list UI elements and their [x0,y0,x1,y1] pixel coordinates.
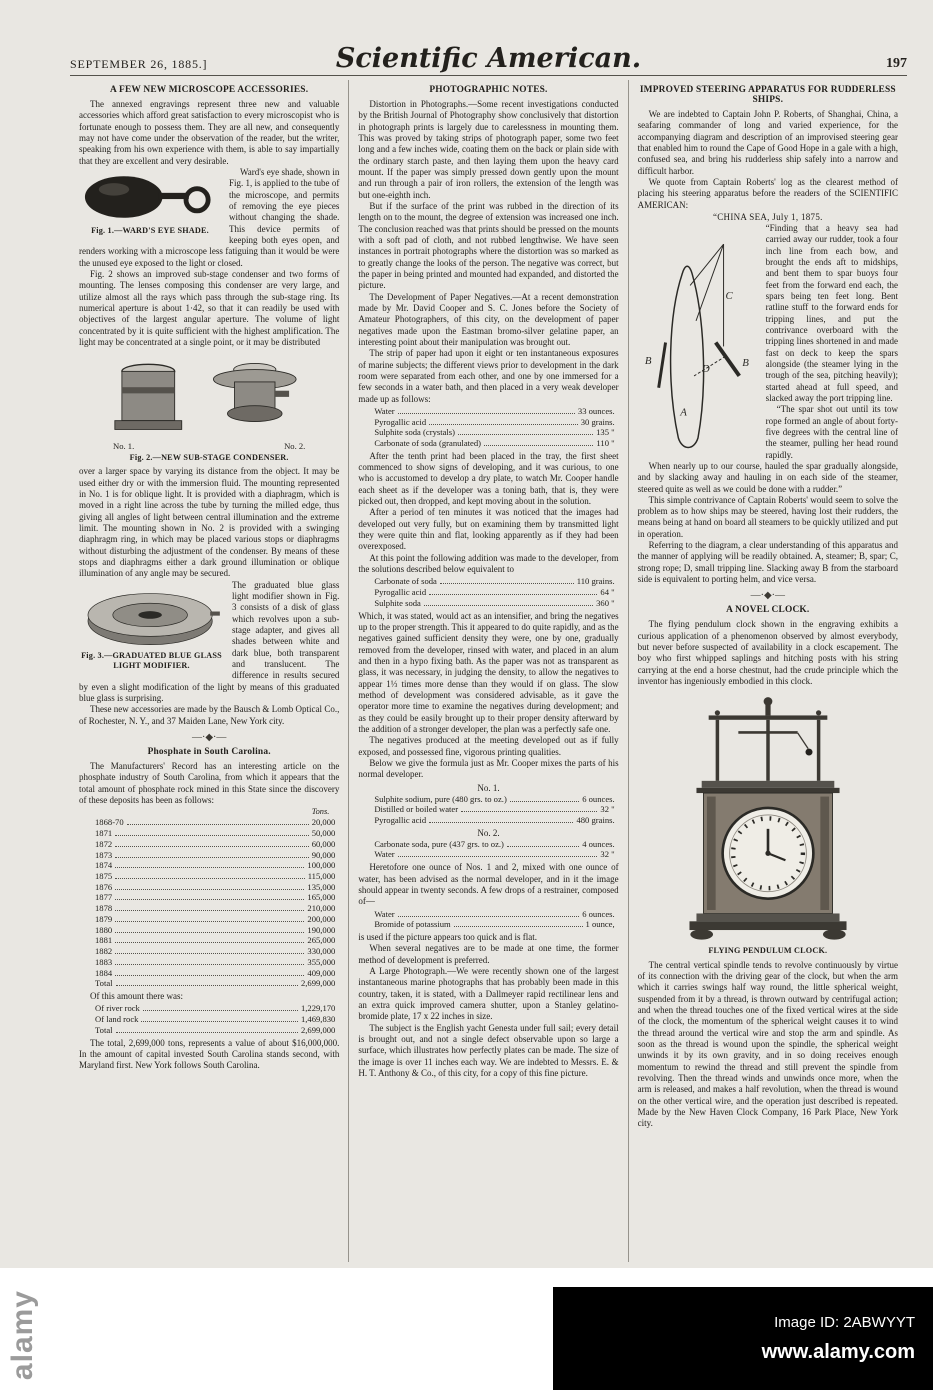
formula-no2-table [358,839,618,860]
paragraph: This simple contrivance of Captain Roberts' would seem to solve the problem as to how ships may be steered, having lost their rudders, the means being at hand on board all steamers to be quickly utilized and put in operation. [637,494,898,539]
ledger-row: 1871 50,000 [95,828,336,839]
article-title-phosphate: Phosphate in South Carolina. [147,747,271,758]
developer-formula-table [358,406,618,449]
ledger-row: Of land rock 1,469,830 [95,1014,336,1025]
formula-heading-no2: No. 2. [477,827,500,838]
restrainer-formula-table [358,909,618,930]
diagram-label-d: D [701,362,710,375]
diagram-label-a: A [679,406,687,419]
diagram-label-c: C [725,290,733,303]
paragraph: A Large Photograph.—We were recently shown one of the largest instantaneous marine photographs that has probably been made in this country, taken, it is stated, with a Dallmeyer rapid rectilinear lens and an extra quick improved camera shutter, upon a Stanley gelatino-bromide plate, 17 x 22 inches in size. [358,965,619,1022]
ledger-row: 1882 330,000 [95,946,336,957]
ledger-row: Water 6 ounces. [374,908,615,919]
column-2 [348,80,627,1262]
phosphate-breakdown-table [79,1003,339,1035]
paragraph: The flying pendulum clock shown in the engraving exhibits a curious application of a phenomenon observed by almost everybody, but never before suspected of availability in a clock escapement. The boy who first whipped saplings and hitching posts with his string carrying at the end a horse chestnut, had the crude principle which the inventor has ingeniously embodied in this clock. [637,619,898,687]
section-ornament: —·◆·— [750,590,785,602]
figure-caption: Fig. 1.—WARD'S EYE SHADE. [91,225,209,235]
article-title-photographic-notes: PHOTOGRAPHIC NOTES. [429,85,548,95]
ledger-row: Sulphite sodium, pure (480 grs. to oz.) 6 ounces. [374,793,615,804]
figure-ward-eye-shade [79,170,221,236]
ledger-row: 1877 165,000 [95,892,336,903]
paragraph: is used if the picture appears too quick and is flat. [358,931,538,942]
ledger-row: Carbonate soda, pure (437 grs. to oz.) 4 ounces. [374,838,615,849]
paragraph: The Manufacturers' Record has an interesting article on the phosphate industry of South Carolina, from which it appears that the total amount of phosphate rock mined in this State since the discovery of these deposits has been as follows: [79,761,340,805]
paragraph: After the tenth print had been placed in the tray, the first sheet commenced to show signs of developing, and it was curious, to one who is accustomed to develop a dry plate, to watch Mr. Cooper handle each sheet as if the developer was a toning bath, that is, they were picked out, then dropped, and kept moving about in the solution. [358,450,619,507]
clock-engraving-icon [672,691,864,944]
ledger-row: Pyrogallic acid 30 grains. [374,416,615,427]
image-id-text: Image ID: 2ABWYYT [774,1313,915,1331]
figure-item-labels [79,441,339,451]
ledger-row: Pyrogallic acid 64 " [374,587,615,598]
paragraph: The strip of paper had upon it eight or ten instantaneous exposures of marine subjects; the different views prior to development in the dark room were separated from each other, and one by one immersed for a few seconds in a water bath, and then placed in a very weak developer made up as follows: [358,348,619,404]
ledger-row: Sulphite soda (crystals) 135 " [374,427,615,438]
ledger-row: Water 32 " [374,849,615,860]
condenser-engraving-icon [103,352,315,440]
paragraph: When nearly up to our course, hauled the spar gradually alongside, and by slacking away and hauling in on each side of the steamer, steered quite as well as we could be done with a rudder.” [637,460,898,494]
column-layout [70,80,907,1262]
paragraph: The annexed engravings represent three new and valuable accessories which afford great satisfaction to every microscopist who is fortunate enough to possess them. They are all new, and consequently may not have come under the observation of the reader, but the writer, speaking from his own experience with them, is able to say impartially that they are excellent and very desirable. [79,99,340,166]
ledger-row: 1879 200,000 [95,913,336,924]
paragraph: When several negatives are to be made at one time, the former method of development is preferred. [358,943,619,965]
figure-substage-condenser [79,352,339,463]
column-3 [628,80,907,1262]
diagram-label-b: B [741,357,749,370]
paragraph: Which, it was stated, would act as an intensifier, and bring the negatives up to the proper strength. This it appeared to do quite rapidly, and as the negatives gained sufficient density they were, one by one, gradually removed from the developer, rinsed with water, and placed in an alum and then in a hypo fixing bath. As the paper was not as transparent as glass, it was necessary, in judging the density, to allow the negatives to appear 1⅓ times more dense than they would if on glass. The slow method of development was considered advisable, as it gave the operator more time to examine the negatives during development; and as they could be easily brought up to their proper density afterward by the addition of a stronger developer, the plan was a perfectly safe one. [358,610,619,734]
ledger-row: 1875 115,000 [95,871,336,881]
ledger-row: Bromide of potassium 1 ounce, [374,919,615,930]
paragraph: The subject is the English yacht Genesta under full sail; every detail is brought out, and not a single defect observable upon so large a surface, which illustrates how perfectly plates can be made. The size of the image is over 11 inches each way. We are indebted to Messrs. E. & H. T. Anthony & Co., of this city, for a copy of this fine picture. [358,1022,619,1078]
paragraph: over a larger space by varying its distance from the object. It may be used either dry or with the immersion fluid. The mounting represented in No. 1 is for oblique light. It is provided with a diaphragm, which is moved in a right line across the tube by turning the milled edge, thus giving all angles of light between central illumination and the extreme limit. The mounting shown in No. 2 is provided with a swinging diaphragm ring, in which may be placed various stops or diaphragms without disturbing the adjustment of the condenser. By means of these stops and diaphragms either a dark ground illumination or oblique illumination of any angle may be secured. [79,466,340,579]
figure-steering-diagram [638,226,758,458]
paragraph: Heretofore one ounce of Nos. 1 and 2, mixed with one ounce of water, has been advised as the normal developer, and in it the image should appear in twenty seconds. A few drops of a restrainer, composed of— [358,862,619,907]
log-dateline: “CHINA SEA, July 1, 1875. [712,211,823,222]
paragraph: The Development of Paper Negatives.—At a recent demonstration made by Mr. David Cooper and S. C. Jones before the Society of Amateur Photographers, of this city, on the development of paper negatives made upon the Eastman bromo-silver gelatine paper, an interesting point about their manipulation was brought out. [358,291,619,347]
ledger-row: Carbonate of soda (granulated) 110 " [374,438,615,449]
paragraph: Fig. 2 shows an improved sub-stage condenser and two forms of mounting. The lenses composing this condenser are very large, and utilize almost all the rays which pass through the sub-stage ring. Its numerical aperture is about 1·42, so that it can readily be used with objectives of the largest angular aperture. The volume of light concentrated by it is quite sufficient with the highest amplification. The light may be concentrated at a single point, or it may be distributed [79,268,340,347]
paragraph: These new accessories are made by the Bausch & Lomb Optical Co., of Rochester, N. Y., and 37 Maiden Lane, New York city. [79,704,340,726]
ledger-row: Total 2,699,000 [95,1024,336,1035]
paragraph: “Finding that a heavy sea had carried away our rudder, took a four inch line from each bow, and brought the ends aft to midships, and bent them to spar buoys four feet from the forward end each, the spars being ten feet long. Bent ratline stuff to the forward ends for tripping lines, and put the contrivance overboard with the tripping lines shortened in and made fast on deck to keep the spars alongside (the steamer lying in the trough of the sea, pitching heavily); started ahead at full speed, and slacked away the port tripping line. [765,222,898,403]
ledger-row: Distilled or boiled water 32 " [374,804,615,815]
ledger-row: 1880 190,000 [95,924,336,935]
eye-shade-engraving-icon [80,170,220,224]
article-title-steering-apparatus: IMPROVED STEERING APPARATUS FOR RUDDERLESS SHIPS. [639,85,896,105]
ledger-row: Of river rock 1,229,170 [95,1003,336,1014]
paragraph: Below we give the formula just as Mr. Cooper mixes the parts of his normal developer. [358,757,619,780]
formula-heading-no1: No. 1. [477,782,500,793]
glass-disk-engraving-icon [79,583,224,649]
ledger-row: Carbonate of soda 110 grains. [374,576,615,587]
paragraph: Referring to the diagram, a clear understanding of this apparatus and the manner of applying will be readily obtained. A, steamer; B, spar; C, strong rope; D, small tripping line. Slacking away B from the starboard side is equivalent to porting helm, and vice versa. [637,540,898,585]
paragraph: The total, 2,699,000 tons, represents a value of about $16,000,000. In the amount of capital invested South Carolina stands second, with Maryland first. New York follows South Carolina. [79,1037,340,1071]
ledger-row: Pyrogallic acid 480 grains. [374,815,615,825]
figure-item-label-1: No. 1. [113,441,135,452]
page-number: 197 [886,56,908,71]
ledger-row: Water 33 ounces. [374,405,615,416]
paragraph: The central vertical spindle tends to revolve continuously by virtue of its connection with the driving gear of the clock, but when the arm which it carries swings half way round, the little spherical weight, suspended from it by a thread, is thrown outward by centrifugal action; and when the thread touches one of the fixed vertical wires at the side of the clock, the momentum of the spherical weight causes it to wind the thread around the vertical wire and stop the arm and spindle. As soon as the thread is wound upon the spindle, the spherical weight unwinds it by its own gravity, and in so doing receives enough momentum to rewind the thread and still prevent the spindle from revolving. Then the thread winds and unwinds once more, when the arm is released, and makes a half revolution, when the thread is wound on the other vertical wire, and the operation just described is repeated. Made by the New Haven Clock Company, 16 Park Place, New York city. [637,959,898,1129]
diagram-label-b2: B [644,355,652,368]
ledger-row: 1876 135,000 [95,881,336,892]
figure-flying-pendulum-clock [638,691,898,956]
ledger-row: 1868-70 20,000 [95,817,336,828]
phosphate-production-table [79,817,339,989]
paragraph: Of this amount there was: [90,991,183,1002]
paragraph: But if the surface of the print was rubbed in the direction of its length on to the mount, the degree of extension was increased one inch. The conclusion reached was that prints should be pressed on the mounts with a soft pad of cloth, and not rubbed lengthwise. We have seen instances in portrait photographs where the distortion was so marked as to greatly change the looks of the person. The negative was correct, but the paper in being printed and mounted had expanded, and distorted the picture. [358,200,619,291]
paragraph: The negatives produced at the meeting developed out as if fully exposed, and possessed fine, vigorous printing qualities. [358,735,619,757]
paragraph: We are indebted to Captain John P. Roberts, of Shanghai, China, a seafaring commander of long and varied experience, for the accompanying diagram and description of an improvised steering gear that enabled him to round the Cape of Good Hope in a gale with a high, confused sea, and bring his rudderless ship safely into a narrow and difficult harbor. [637,109,898,176]
ledger-row: 1881 265,000 [95,935,336,946]
section-ornament: —·◆·— [191,732,227,744]
paragraph: Ward's eye shade, shown in Fig. 1, is applied to the tube of the microscope, and permits of removing the eye pieces without changing the shade. This device permits of keeping both eyes open, and renders working with a microscope less fatiguing than it would be were the unused eye exposed to the light or closed. [79,166,340,268]
steering-diagram-icon [639,226,757,458]
figure-caption: Fig. 2.—NEW SUB-STAGE CONDENSER. [129,453,289,463]
page-header [70,28,907,76]
figure-blue-glass-modifier [79,583,224,672]
paragraph: “The spar shot out until its tow rope formed an angle of about forty-five degrees with the central line of the steamer, pulling her head round rapidly. [765,404,898,460]
article-title-novel-clock: A NOVEL CLOCK. [726,605,810,616]
ledger-row: Total 2,699,000 [95,978,336,989]
paragraph: Distortion in Photographs.—Some recent investigations conducted by the British Journal of Photography show conclusively that distortion in photograph prints is largely due to carelessness in mounting them. This was proved by taking strips of photograph paper, some two feet long and a few inches wide, coating them on the back or plain side with the ordinary starch paste, and then laying them upon the heavy card mount. If the paper was simply pressed down gently upon the mount and run through a pair of iron rollers, the extension of the length was but one-eighth inch. [358,99,619,200]
table-unit-header: Tons. [311,807,330,817]
ledger-row: 1872 60,000 [95,838,336,849]
masthead: Scientific American. [335,43,642,74]
formula-no1-table [358,794,618,826]
ledger-row: 1884 409,000 [95,967,336,978]
column-1 [70,80,348,1262]
developer-addition-table [358,576,618,608]
issue-date: SEPTEMBER 26, 1885.] [70,57,208,71]
figure-caption: Fig. 3.—GRADUATED BLUE GLASS LIGHT MODIFIER. [81,650,222,670]
alamy-watermark-bar [553,1287,933,1390]
alamy-url-text: www.alamy.com [761,1340,915,1363]
ledger-row: 1874 100,000 [95,860,336,871]
paragraph: We quote from Captain Roberts' log as the clearest method of placing his steering apparatus before the readers of the SCIENTIFIC AMERICAN: [637,176,898,210]
ledger-row: Sulphite soda 360 " [374,597,615,608]
figure-caption: FLYING PENDULUM CLOCK. [708,946,828,956]
article-title-microscope-accessories: A FEW NEW MICROSCOPE ACCESSORIES. [110,85,309,95]
paragraph: At this point the following addition was made to the developer, from the solutions described below equivalent to [358,552,619,575]
alamy-side-watermark: alamy [6,1289,39,1380]
figure-item-label-2: No. 2. [284,441,306,452]
paragraph: The graduated blue glass light modifier shown in Fig. 3 consists of a disk of glass which revolves upon a sub-stage adapter, and gives all shades between white and dark blue, both transparent and translucent. The difference in results secured by even a slight modification of the light by means of this graduated blue glass is surprising. [79,579,340,704]
paragraph: After a period of ten minutes it was noticed that the images had developed out very fully, but on examining them by transmitted light they were quite thin and flat, looking apparently as if they had been overexposed. [358,507,619,552]
ledger-row: 1873 90,000 [95,849,336,860]
ledger-row: 1883 355,000 [95,956,336,967]
ledger-row: 1878 210,000 [95,903,336,914]
